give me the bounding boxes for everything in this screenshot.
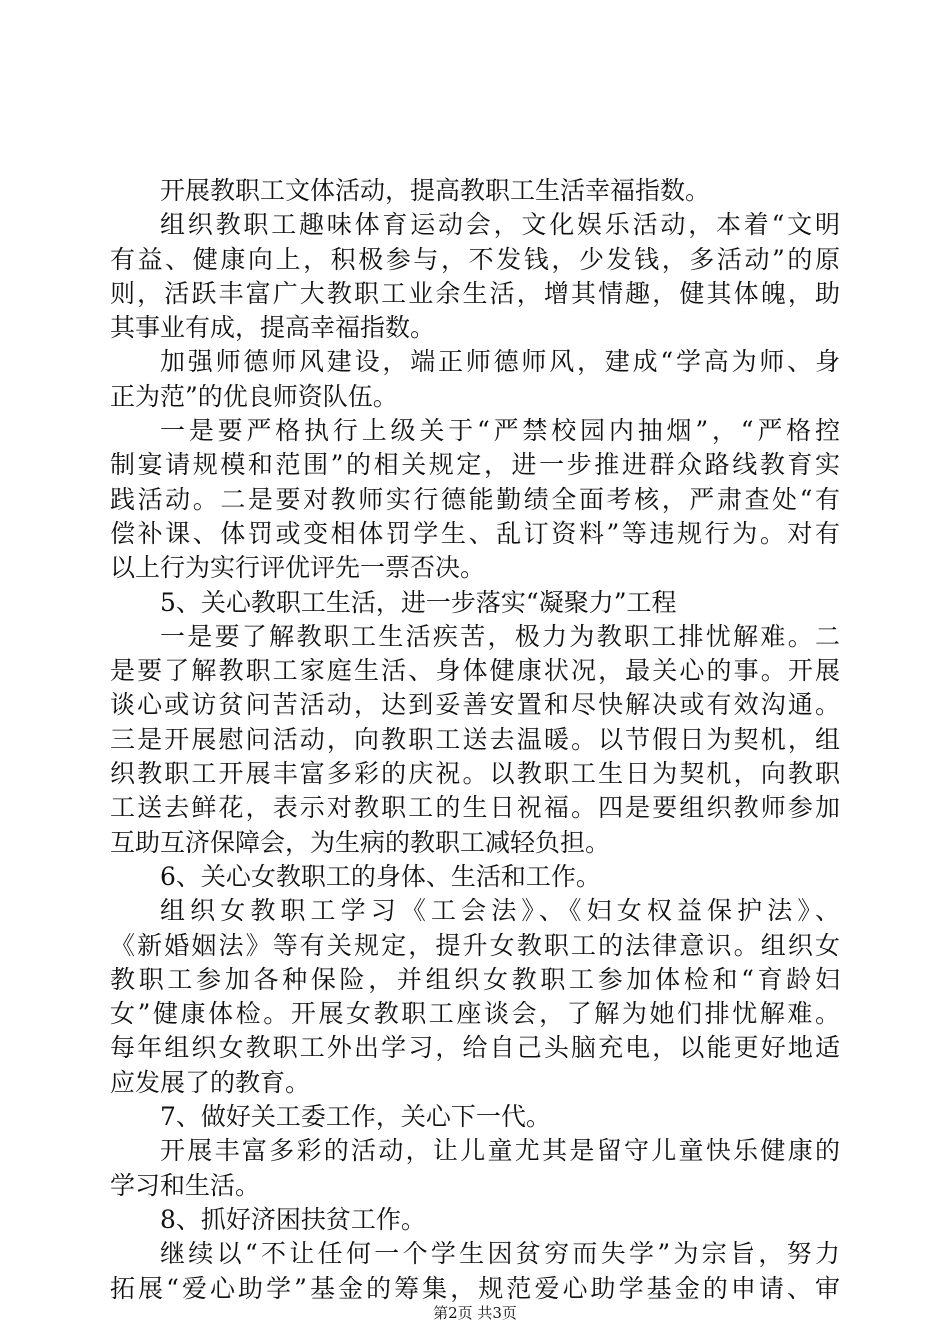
text-line: 7、做好关工委工作，关心下一代。 <box>160 1102 551 1132</box>
text-line: 教职工参加各种保险，并组织女教职工参加体检和“育龄妇 <box>110 964 840 994</box>
text-line: 8、抓好济困扶贫工作。 <box>160 1204 426 1234</box>
text-line: 每年组织女教职工外出学习，给自己头脑充电，以能更好地适 <box>110 1033 840 1063</box>
text-line: 应发展了的教育。 <box>110 1067 311 1097</box>
text-line: 加强师德师风建设，端正师德师风，建成“学高为师、身 <box>160 347 840 377</box>
text-line: 组织女教职工学习《工会法》、《妇女权益保护法》、 <box>160 896 840 926</box>
text-line: 组织教职工趣味体育运动会，文化娱乐活动，本着“文明 <box>160 210 840 240</box>
text-line: 制宴请规模和范围”的相关规定，进一步推进群众路线教育实 <box>110 450 840 480</box>
text-line: 工送去鲜花，表示对教职工的生日祝福。四是要组织教师参加 <box>110 793 840 823</box>
text-line: 《新婚姻法》等有关规定，提升女教职工的法律意识。组织女 <box>110 930 840 960</box>
text-line: 女”健康体检。开展女教职工座谈会，了解为她们排忧解难。 <box>110 999 840 1029</box>
text-line: 以上行为实行评优评先一票否决。 <box>110 553 486 583</box>
text-line: 是要了解教职工家庭生活、身体健康状况，最关心的事。开展 <box>110 656 840 686</box>
text-line: 互助互济保障会，为生病的教职工减轻负担。 <box>110 827 611 857</box>
text-line: 谈心或访贫问苦活动，达到妥善安置和尽快解决或有效沟通。 <box>110 690 840 720</box>
text-line: 一是要严格执行上级关于“严禁校园内抽烟”，“严格控 <box>160 416 840 446</box>
text-line: 其事业有成，提高幸福指数。 <box>110 313 436 343</box>
page-footer <box>0 1303 950 1323</box>
page-number-label: 第2页 共3页 <box>433 1304 517 1322</box>
text-line: 继续以“不让任何一个学生因贫穷而失学”为宗旨，努力 <box>160 1239 840 1269</box>
text-line: 则，活跃丰富广大教职工业余生活，增其情趣，健其体魄，助 <box>110 278 840 308</box>
text-line: 开展丰富多彩的活动，让儿童尤其是留守儿童快乐健康的 <box>160 1136 840 1166</box>
text-line: 织教职工开展丰富多彩的庆祝。以教职工生日为契机，向教职 <box>110 759 840 789</box>
text-line: 正为范”的优良师资队伍。 <box>110 381 398 411</box>
text-line: 有益、健康向上，积极参与，不发钱，少发钱，多活动”的原 <box>110 244 840 274</box>
text-line: 拓展“爱心助学”基金的筹集，规范爱心助学基金的申请、审 <box>110 1273 840 1303</box>
text-line: 6、关心女教职工的身体、生活和工作。 <box>160 861 601 891</box>
text-line: 开展教职工文体活动，提高教职工生活幸福指数。 <box>160 176 711 205</box>
text-line: 5、关心教职工生活，进一步落实“凝聚力”工程 <box>160 587 677 617</box>
document-body <box>110 174 840 1306</box>
text-line: 偿补课、体罚或变相体罚学生、乱订资料”等违规行为。对有 <box>110 518 840 548</box>
text-line: 三是开展慰问活动，向教职工送去温暖。以节假日为契机，组 <box>110 724 840 754</box>
text-line: 一是要了解教职工生活疾苦，极力为教职工排忧解难。二 <box>160 621 840 651</box>
text-line: 学习和生活。 <box>110 1170 261 1200</box>
text-line: 践活动。二是要对教师实行德能勤绩全面考核，严肃查处“有 <box>110 484 840 514</box>
